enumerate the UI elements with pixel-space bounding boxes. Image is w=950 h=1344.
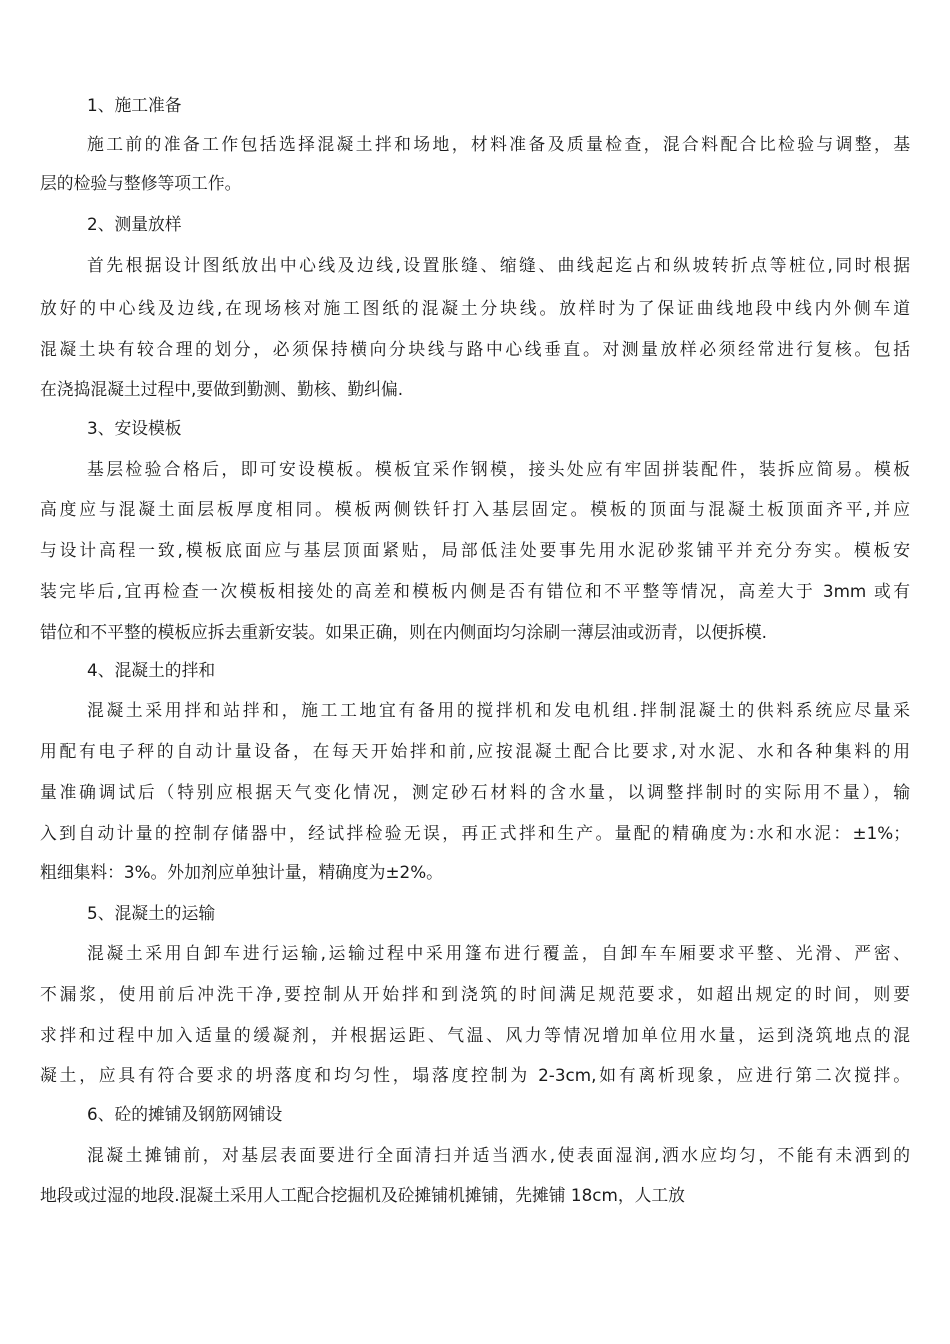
paragraph-line: 施工前的准备工作包括选择混凝土拌和场地，材料准备及质量检查，混合料配合比检验与调整，基 — [87, 134, 910, 154]
paragraph-line: 求拌和过程中加入适量的缓凝剂，并根据运距、气温、风力等情况增加单位用水量，运到浇筑地点的混 — [40, 1025, 910, 1045]
paragraph-line: 粗细集料：3%。外加剂应单独计量，精确度为±2%。 — [40, 862, 443, 882]
section-heading: 3、安设模板 — [87, 418, 182, 438]
section-heading: 5、混凝土的运输 — [87, 903, 216, 923]
paragraph-line: 混凝土采用自卸车进行运输,运输过程中采用篷布进行覆盖，自卸车车厢要求平整、光滑、严密、 — [87, 943, 910, 963]
paragraph-line: 用配有电子秤的自动计量设备，在每天开始拌和前,应按混凝土配合比要求,对水泥、水和各种集料的用 — [40, 741, 910, 761]
paragraph-line: 不漏浆，使用前后冲洗干净,要控制从开始拌和到浇筑的时间满足规范要求，如超出规定的时间，则要 — [40, 984, 910, 1004]
section-heading: 6、砼的摊铺及钢筋网铺设 — [87, 1104, 283, 1124]
paragraph-line: 混凝土摊铺前，对基层表面要进行全面清扫并适当洒水,使表面湿润,洒水应均匀，不能有未洒到的 — [87, 1145, 910, 1165]
paragraph-line: 基层检验合格后，即可安设模板。模板宜采作钢模，接头处应有牢固拼装配件，装拆应简易。模板 — [87, 459, 910, 479]
section-heading: 1、施工准备 — [87, 95, 182, 115]
paragraph-line: 凝土，应具有符合要求的坍落度和均匀性，塌落度控制为 2-3cm,如有离析现象，应进行第二次搅拌。 — [40, 1065, 910, 1085]
section-heading: 4、混凝土的拌和 — [87, 660, 216, 680]
paragraph-line: 量准确调试后（特别应根据天气变化情况，测定砂石材料的含水量，以调整拌制时的实际用不量），输 — [40, 782, 910, 802]
paragraph-line: 地段或过湿的地段.混凝土采用人工配合挖掘机及砼摊铺机摊铺，先摊铺 18cm，人工放 — [40, 1185, 685, 1205]
paragraph-line: 首先根据设计图纸放出中心线及边线,设置胀缝、缩缝、曲线起迄占和纵坡转折点等桩位,同时根据 — [87, 255, 910, 275]
paragraph-line: 入到自动计量的控制存储器中，经试拌检验无误，再正式拌和生产。量配的精确度为:水和水泥：±1%； — [40, 823, 910, 843]
paragraph-line: 错位和不平整的模板应拆去重新安装。如果正确，则在内侧面均匀涂刷一薄层油或沥青，以便拆模. — [40, 622, 767, 642]
section-heading: 2、测量放样 — [87, 214, 182, 234]
paragraph-line: 层的检验与整修等项工作。 — [40, 173, 242, 193]
paragraph-line: 装完毕后,宜再检查一次模板相接处的高差和模板内侧是否有错位和不平整等情况，高差大于 3mm 或有 — [40, 581, 910, 601]
paragraph-line: 在浇捣混凝土过程中,要做到勤测、勤核、勤纠偏. — [40, 379, 404, 399]
paragraph-line: 高度应与混凝土面层板厚度相同。模板两侧铁钎打入基层固定。模板的顶面与混凝土板顶面齐平,并应 — [40, 499, 910, 519]
paragraph-line: 混凝土采用拌和站拌和，施工工地宜有备用的搅拌机和发电机组.拌制混凝土的供料系统应尽量采 — [87, 700, 910, 720]
paragraph-line: 混凝土块有较合理的划分，必须保持横向分块线与路中心线垂直。对测量放样必须经常进行复核。包括 — [40, 339, 910, 359]
paragraph-line: 与设计高程一致,模板底面应与基层顶面紧贴，局部低洼处要事先用水泥砂浆铺平并充分夯实。模板安 — [40, 540, 910, 560]
paragraph-line: 放好的中心线及边线,在现场核对施工图纸的混凝土分块线。放样时为了保证曲线地段中线内外侧车道 — [40, 298, 910, 318]
